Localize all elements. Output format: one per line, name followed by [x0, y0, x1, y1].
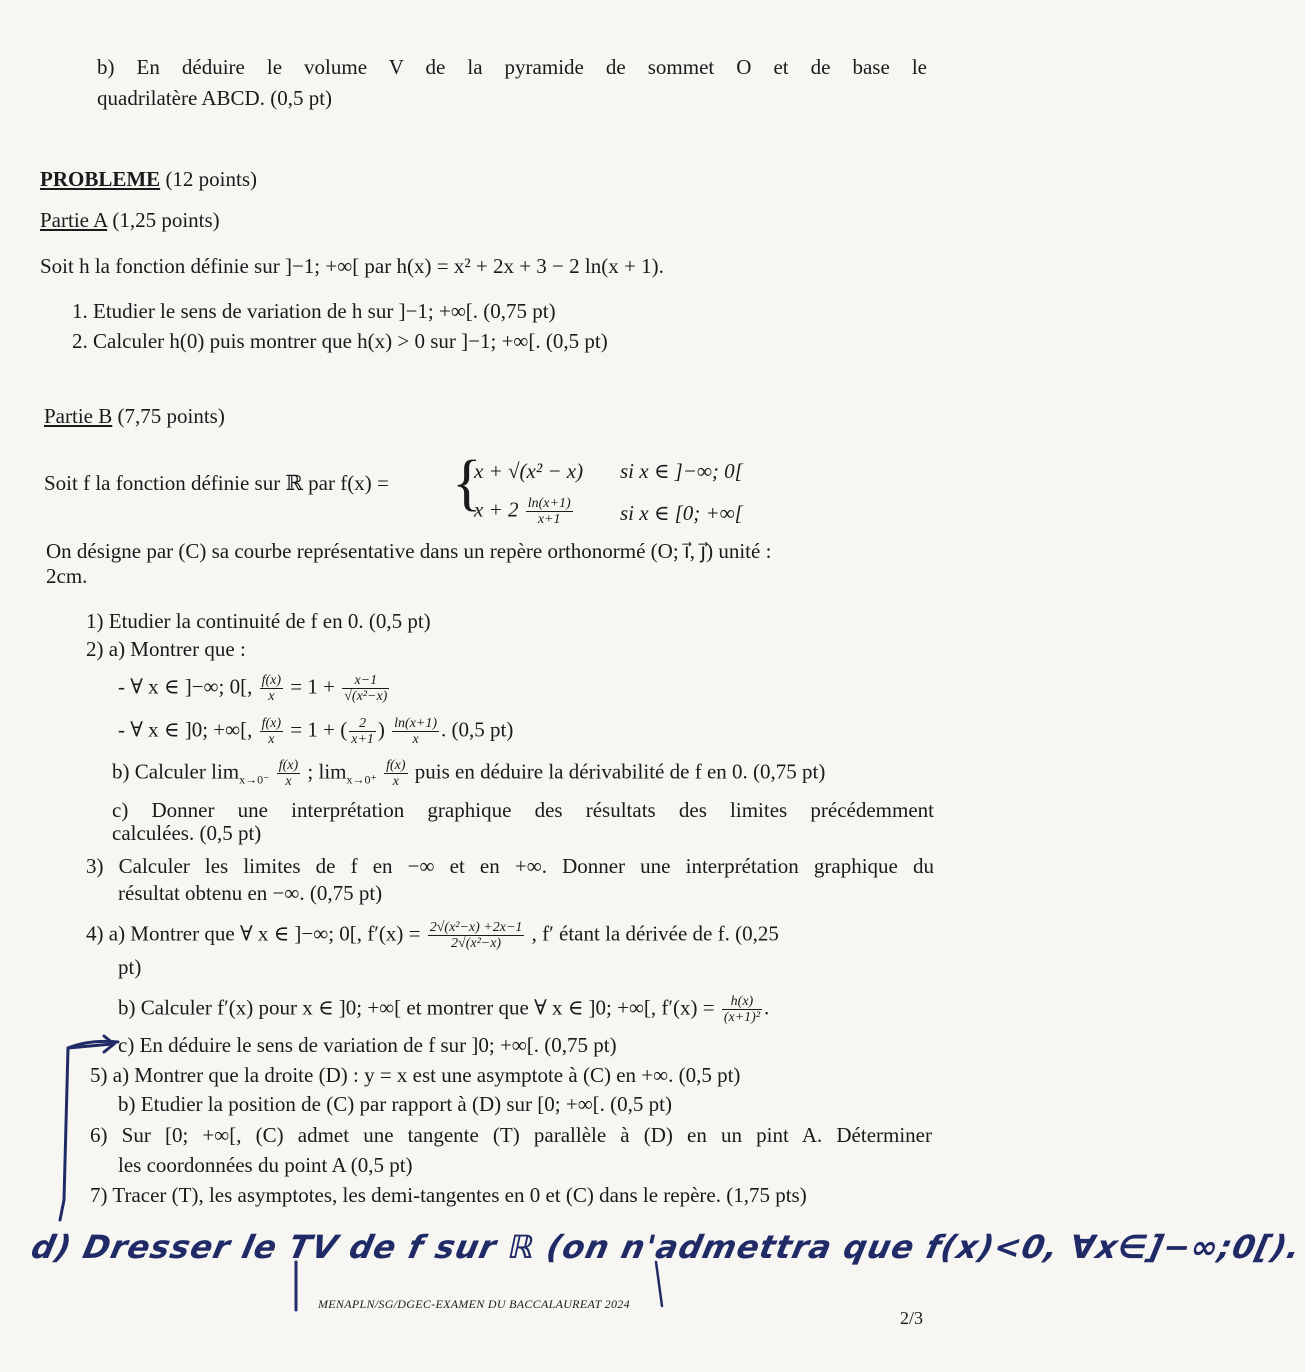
q2a-l2-den: x+1	[351, 732, 374, 747]
footer-text: MENAPLN/SG/DGEC-EXAMEN DU BACCALAUREAT 2024	[318, 1297, 630, 1311]
q2c-line1: c) Donner une interprétation graphique des résultats des limites précédemment	[112, 798, 934, 822]
q2b-fnum-2: f(x)	[386, 758, 406, 773]
q4a-den: 2√(x²−x)	[451, 936, 502, 951]
partB-intro: Soit f la fonction définie sur ℝ par f(x) =	[44, 471, 389, 495]
case1-expr: x + √(x² − x)	[474, 459, 584, 483]
partA-title: Partie A	[40, 208, 108, 232]
q2b-sub2: x→0⁺	[346, 772, 377, 787]
q4a-line2: pt)	[118, 955, 142, 979]
case2-den: x+1	[537, 512, 561, 527]
probleme-points: (12 points)	[165, 167, 258, 191]
q2a-l1-num: x−1	[342, 673, 389, 689]
q2a-l2-den2: x	[412, 732, 419, 747]
piecewise-brace: {	[452, 449, 482, 517]
curve-line1: On désigne par (C) sa courbe représentative dans un repère orthonormé (O; i⃗, j⃗) unité :	[46, 539, 772, 563]
partA-item-2: 2. Calculer h(0) puis montrer que h(x) > 0 sur ]−1; +∞[. (0,5 pt)	[72, 329, 608, 353]
q6-line1: 6) Sur [0; +∞[, (C) admet une tangente (T) parallèle à (D) en un pint A. Déterminer	[90, 1123, 932, 1147]
partA-intro: Soit h la fonction définie sur ]−1; +∞[ par h(x) = x² + 2x + 3 − 2 ln(x + 1).	[40, 254, 664, 278]
q2a-l1-mid: = 1 +	[290, 674, 335, 699]
case2-cond: si x ∈ [0; +∞[	[620, 501, 743, 525]
case1-cond: si x ∈ ]−∞; 0[	[620, 459, 743, 483]
q2a-l2-pre: - ∀ x ∈ ]0; +∞[,	[118, 717, 253, 742]
q2a-l2-fnum: f(x)	[261, 716, 282, 731]
page-number: 2/3	[900, 1308, 924, 1328]
partB-points: (7,75 points)	[117, 404, 225, 428]
q2a-l2-mid2: )	[377, 717, 385, 742]
case2-prefix: x + 2	[474, 497, 519, 522]
q2a: 2) a) Montrer que :	[86, 637, 246, 661]
q5b: b) Etudier la position de (C) par rapport à (D) sur [0; +∞[. (0,5 pt)	[118, 1092, 672, 1116]
q2a-l1-fnum: f(x)	[261, 673, 282, 688]
q2b-sub1: x→0⁻	[239, 772, 270, 787]
top-question-line2: quadrilatère ABCD. (0,5 pt)	[97, 86, 333, 110]
q4b-den: (x+1)²	[723, 1010, 761, 1025]
q4b-pre: b) Calculer f′(x) pour x ∈ ]0; +∞[ et montrer que ∀ x ∈ ]0; +∞[, f′(x) =	[118, 995, 715, 1020]
probleme-title: PROBLEME	[40, 167, 161, 191]
q2a-l2-fden: x	[268, 732, 275, 747]
q4a-num: 2√(x²−x) +2x−1	[429, 920, 523, 935]
partB-title: Partie B	[44, 404, 113, 428]
q2a-l2-mid: = 1 + (	[290, 717, 348, 742]
partA-item-1: 1. Etudier le sens de variation de h sur ]−1; +∞[. (0,75 pt)	[72, 299, 556, 323]
q5a: 5) a) Montrer que la droite (D) : y = x est une asymptote à (C) en +∞. (0,5 pt)	[90, 1063, 741, 1087]
q2a-l2-num: 2	[349, 716, 376, 732]
q4a-pre: 4) a) Montrer que ∀ x ∈ ]−∞; 0[, f′(x) =	[86, 921, 421, 946]
q2b-end: puis en déduire la dérivabilité de f en 0. (0,75 pt)	[414, 759, 826, 784]
q7: 7) Tracer (T), les asymptotes, les demi-tangentes en 0 et (C) dans le repère. (1,75 pts)	[90, 1183, 807, 1207]
q4c: c) En déduire le sens de variation de f sur ]0; +∞[. (0,75 pt)	[118, 1033, 617, 1057]
q4b-end: .	[764, 995, 770, 1020]
q6-line2: les coordonnées du point A (0,5 pt)	[118, 1153, 413, 1177]
q4b-num: h(x)	[722, 994, 762, 1010]
q2b-fden-1: x	[285, 774, 292, 789]
q2a-l2-num2: ln(x+1)	[394, 716, 438, 731]
q3-line1: 3) Calculer les limites de f en −∞ et en +∞. Donner une interprétation graphique du	[86, 854, 934, 878]
q4a-end: , f′ étant la dérivée de f. (0,25	[531, 921, 779, 946]
q2b-sep: ; lim	[307, 759, 347, 784]
q3-line2: résultat obtenu en −∞. (0,75 pt)	[118, 881, 383, 905]
q2b-fnum-1: f(x)	[278, 758, 299, 773]
q2a-l1-pre: - ∀ x ∈ ]−∞; 0[,	[118, 674, 253, 699]
handwritten-note: d) Dresser le TV de f sur ℝ (on n'admettra que f(x)<0, ∀x∈]−∞;0[).	[27, 1228, 1305, 1266]
q2b-fden-2: x	[392, 774, 399, 789]
partA-points: (1,25 points)	[112, 208, 220, 232]
case2-num: ln(x+1)	[527, 496, 571, 511]
q2c-line2: calculées. (0,5 pt)	[112, 821, 262, 845]
top-question-line1: b) En déduire le volume V de la pyramide de sommet O et de base le	[97, 55, 927, 79]
q2a-l2-end: . (0,5 pt)	[441, 717, 514, 742]
q1: 1) Etudier la continuité de f en 0. (0,5 pt)	[86, 609, 431, 633]
curve-line2: 2cm.	[46, 564, 88, 588]
q2a-l1-den: √(x²−x)	[344, 689, 388, 704]
q2b-pre: b) Calculer lim	[112, 759, 240, 784]
q2a-l1-fden: x	[268, 689, 275, 704]
